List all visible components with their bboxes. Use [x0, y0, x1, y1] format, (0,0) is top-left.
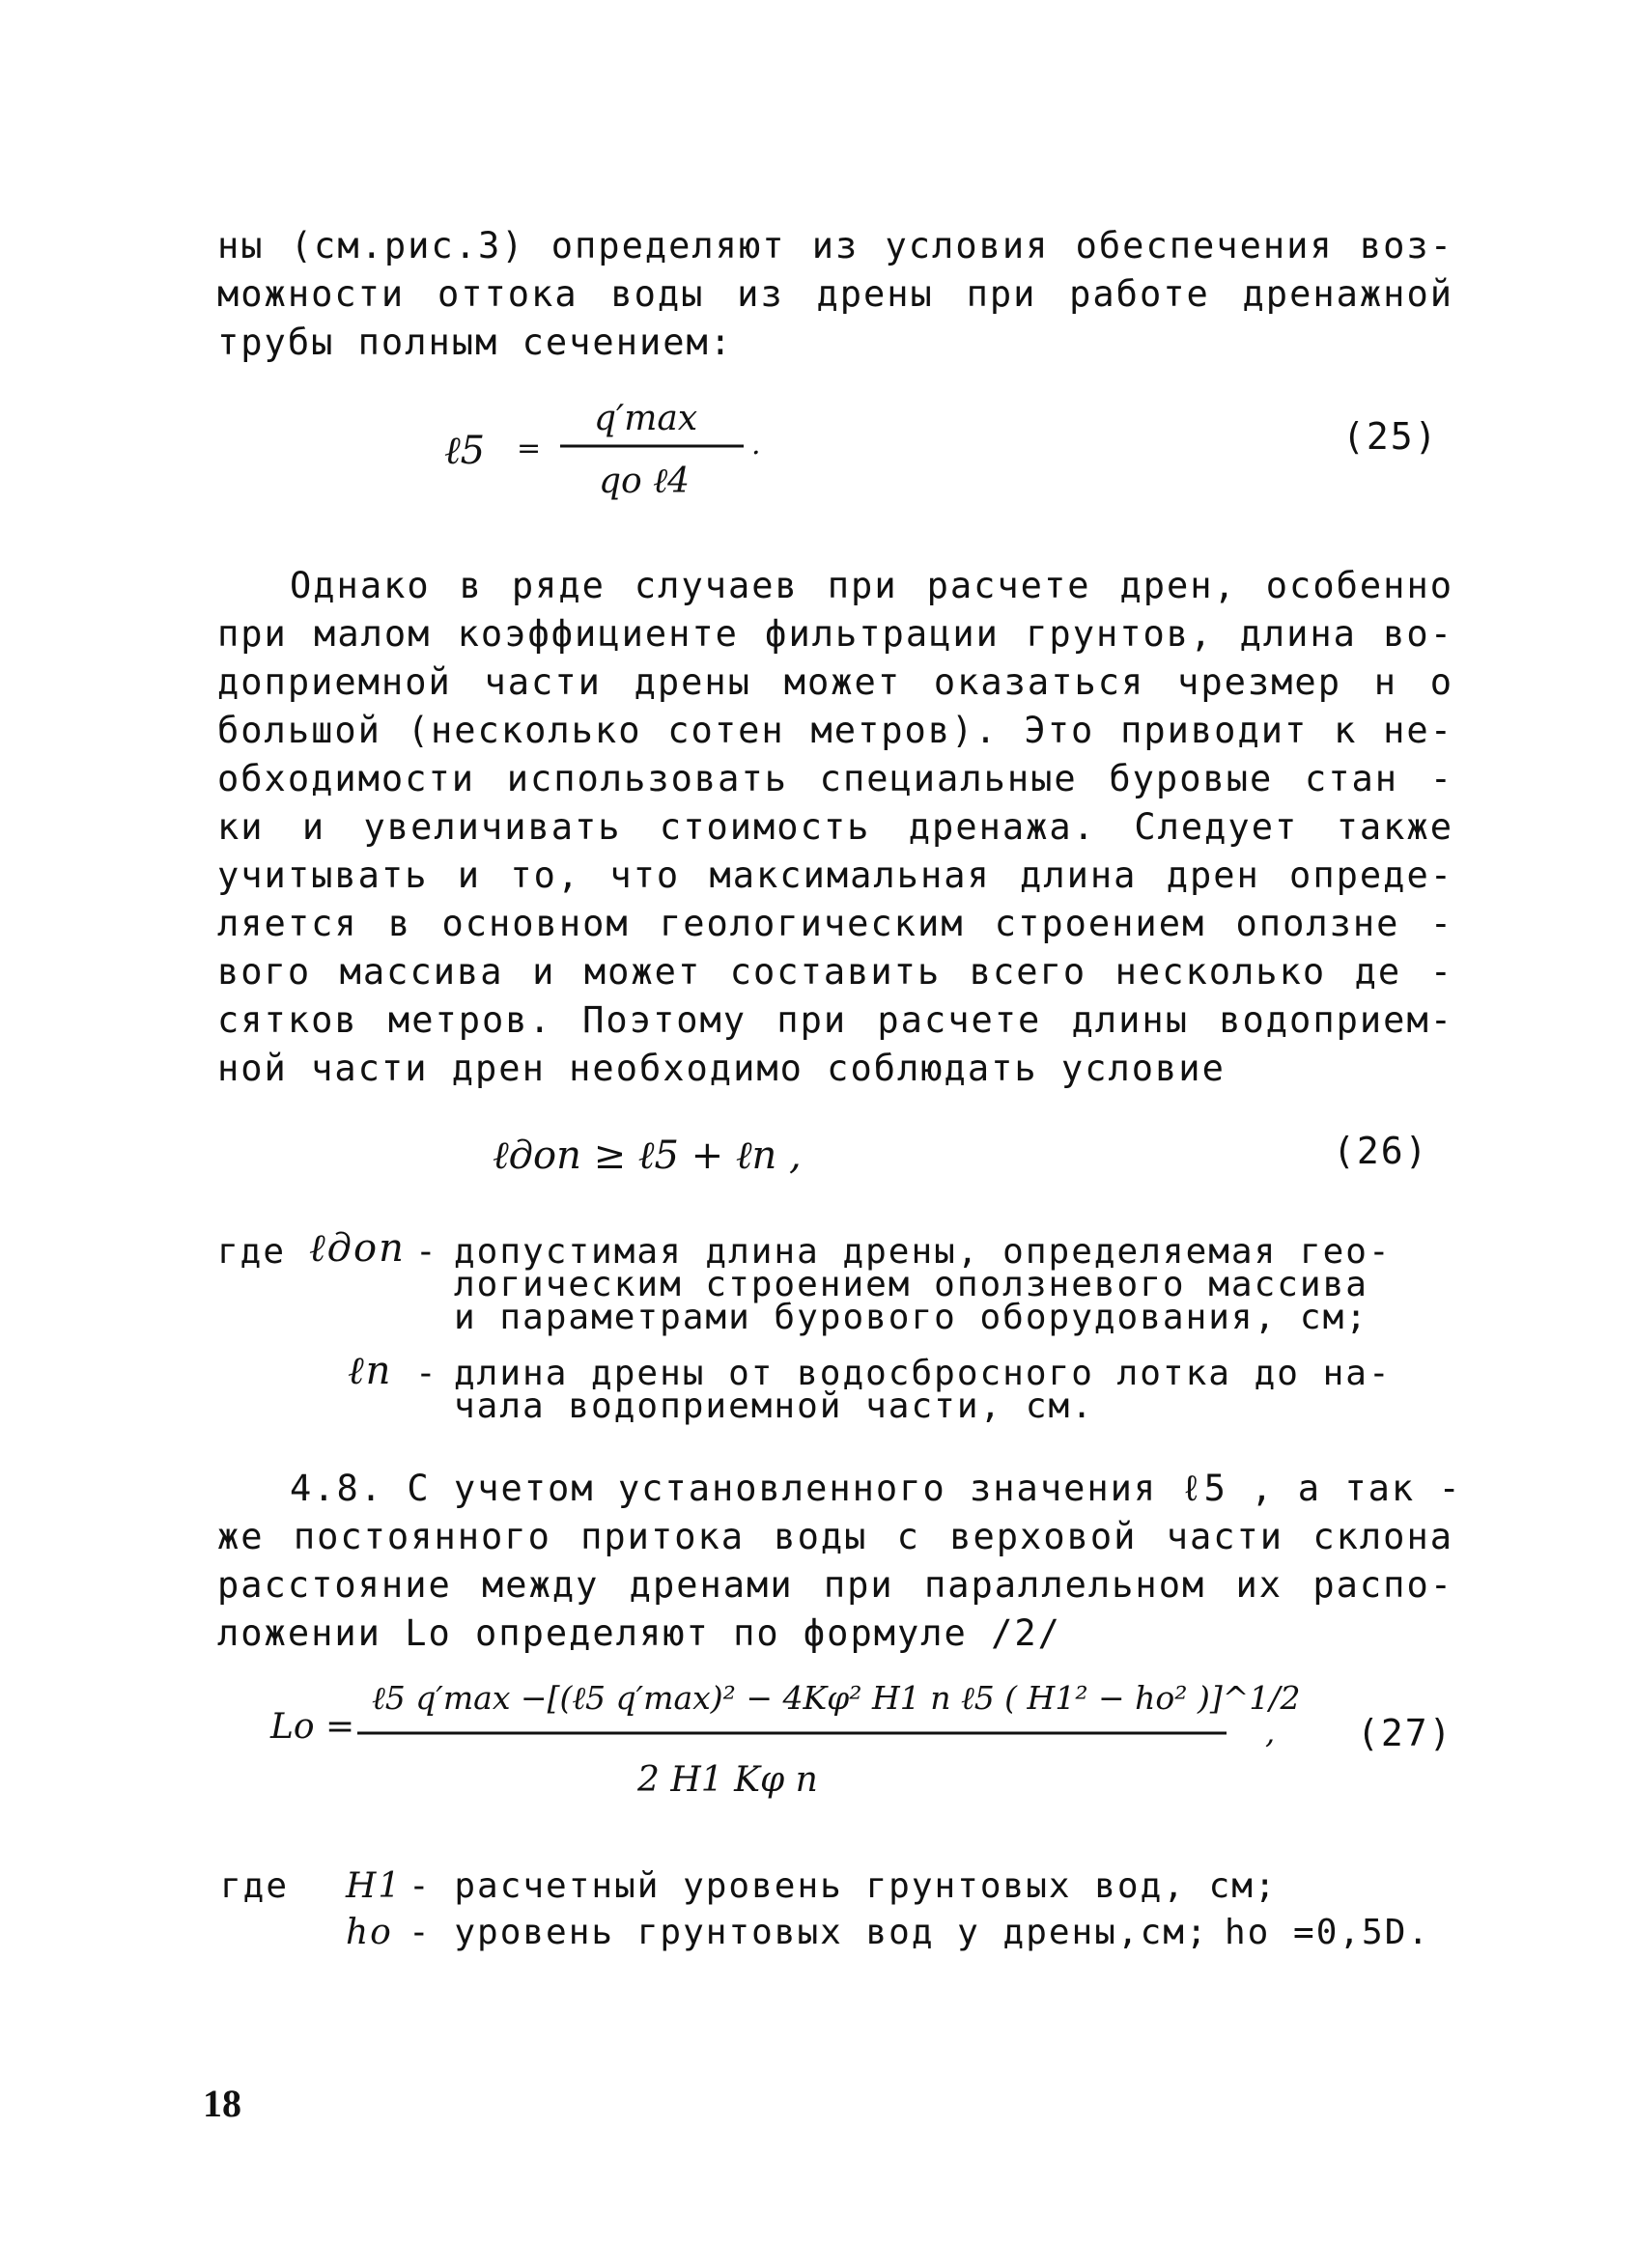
- paragraph-2: [217, 562, 1453, 1093]
- text-line: же постоянного притока воды с верховой части склона: [217, 1516, 1453, 1557]
- h0-value-note: ho =0,5D.: [1225, 1913, 1431, 1952]
- eq26-text: ℓдоп ≥ ℓ5 + ℓn ,: [493, 1134, 802, 1178]
- text-line: расстояние между дренами при параллельном их распо-: [217, 1564, 1453, 1606]
- text-line: логическим строением оползневого массива: [454, 1265, 1368, 1304]
- def-dash: -: [415, 1354, 438, 1393]
- symbol-h1: H1: [346, 1866, 403, 1906]
- equation-27: [261, 1646, 1323, 1820]
- eq27-comma: ,: [1265, 1714, 1276, 1750]
- text-line: и параметрами бурового оборудования, см;: [454, 1298, 1368, 1337]
- equation-number-26: (26): [1333, 1130, 1429, 1172]
- eq25-numerator: q′max: [594, 399, 698, 438]
- eq25-equals: =: [517, 432, 542, 465]
- paragraph-3: [217, 1465, 1462, 1658]
- text-line: длина дрены от водосбросного лотка до на-: [454, 1354, 1392, 1393]
- text-line: Однако в ряде случаев при расчете дрен, особенно: [290, 565, 1453, 606]
- text-line: допустимая длина дрены, определяемая гео-: [454, 1232, 1392, 1272]
- text-line: ки и увеличивать стоимость дренажа. Следует также: [217, 806, 1453, 848]
- text-line: 4.8. С учетом установленного значения ℓ5 , а так -: [290, 1468, 1462, 1509]
- equation-number-25: (25): [1342, 415, 1439, 458]
- where-label: где: [217, 1232, 287, 1272]
- eq25-denominator: qo ℓ4: [599, 462, 691, 501]
- equation-26: [483, 1110, 889, 1207]
- paragraph-1: [217, 222, 1453, 367]
- symbol-h0: ho: [346, 1913, 393, 1952]
- eq27-denominator: 2 H1 Kφ n: [637, 1760, 818, 1800]
- symbol-l-dop: ℓдоп: [309, 1226, 406, 1271]
- text-line: сятков метров. Поэтому при расчете длины водоприем-: [217, 999, 1453, 1041]
- equation-25: [425, 386, 811, 521]
- symbol-l-n: ℓn: [348, 1349, 393, 1393]
- text-line: ложении Lo определяют по формуле /2/: [217, 1612, 1061, 1654]
- where-label: где: [220, 1866, 290, 1906]
- text-line: при малом коэффициенте фильтрации грунтов, длина во-: [217, 613, 1453, 655]
- text-line: обходимости использовать специальные буровые стан -: [217, 758, 1453, 799]
- eq27-lhs: Lo =: [270, 1707, 355, 1747]
- text-line: можности оттока воды из дрены при работе дренажной: [217, 273, 1453, 315]
- def-dash: -: [415, 1232, 438, 1272]
- definition-l-dop: [454, 1232, 1463, 1337]
- eq25-dot: .: [751, 428, 761, 462]
- eq27-numerator: ℓ5 q′max −[(ℓ5 q′max)² − 4Kφ² H1 n ℓ5 ( H1² − ho² )]^1/2: [372, 1679, 1301, 1717]
- definition-l-n: [454, 1354, 1463, 1426]
- text-line: ны (см.рис.3) определяют из условия обеспечения воз-: [217, 225, 1453, 266]
- eq25-lhs: ℓ5: [444, 429, 486, 473]
- equation-number-27: (27): [1357, 1712, 1453, 1754]
- text-line: вого массива и может составить всего несколько де -: [217, 951, 1453, 993]
- text-line: ляется в основном геологическим строением оползне -: [217, 903, 1453, 944]
- text-line: доприемной части дрены может оказаться чрезмер н о: [217, 661, 1453, 703]
- text-line: трубы полным сечением:: [217, 322, 734, 363]
- page-number: 18: [203, 2082, 241, 2125]
- text-line: ной части дрен необходимо соблюдать условие: [217, 1048, 1226, 1089]
- definition-h1: - расчетный уровень грунтовых вод, см;: [409, 1866, 1278, 1906]
- text-line: большой (несколько сотен метров). Это приводит к не-: [217, 710, 1453, 751]
- definition-h0: - уровень грунтовых вод у дрены,см;: [409, 1913, 1209, 1952]
- text-line: учитывать и то, что максимальная длина дрен опреде-: [217, 854, 1453, 896]
- text-line: чала водоприемной части, см.: [454, 1386, 1094, 1426]
